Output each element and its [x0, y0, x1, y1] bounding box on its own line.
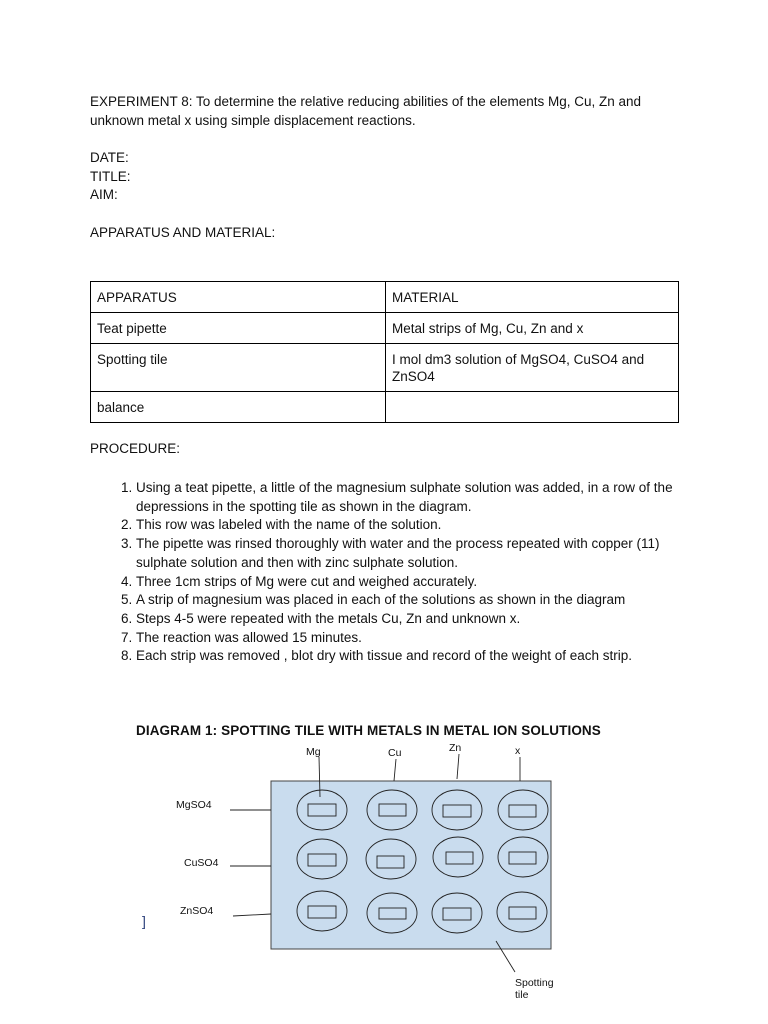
metal-label-x: x: [515, 745, 521, 757]
experiment-intro: EXPERIMENT 8: To determine the relative reducing abilities of the elements Mg, Cu, Zn and unknown metal x using simple displacement reactions.: [90, 94, 642, 128]
solution-label-mgso4: MgSO4: [176, 799, 212, 811]
pointer-line-znso4: [233, 914, 271, 916]
table-header-cell: APPARATUS: [91, 282, 386, 313]
apparatus-heading: APPARATUS AND MATERIAL:: [90, 225, 276, 240]
pointer-line-cu: [394, 759, 396, 781]
list-item: 4. Three 1cm strips of Mg were cut and weighed accurately.: [136, 573, 710, 592]
list-item: 1. Using a teat pipette, a little of the magnesium sulphate solution was added, in a row of the depressions in the spotting tile as shown in the diagram.: [136, 479, 710, 516]
diagram-title: DIAGRAM 1: SPOTTING TILE WITH METALS IN METAL ION SOLUTIONS: [136, 723, 601, 738]
metal-label-zn: Zn: [449, 742, 462, 754]
table-cell: I mol dm3 solution of MgSO4, CuSO4 and ZnSO4: [386, 344, 679, 392]
title-field: TITLE:: [90, 168, 131, 184]
solution-label-cuso4: CuSO4: [184, 857, 219, 869]
table-cell: Teat pipette: [91, 313, 386, 344]
solution-label-znso4: ZnSO4: [180, 905, 214, 917]
table-header-cell: MATERIAL: [386, 282, 679, 313]
list-item: 8. Each strip was removed , blot dry with tissue and record of the weight of each strip.: [136, 647, 710, 666]
aim-field: AIM:: [90, 187, 118, 202]
pointer-line-zn: [457, 754, 459, 779]
tile-label-continued: tile: [515, 989, 529, 1001]
date-field: DATE:: [90, 150, 129, 165]
tile-label: Spotting: [515, 977, 554, 989]
metal-label-cu: Cu: [388, 747, 402, 759]
procedure-heading: PROCEDURE:: [90, 441, 181, 456]
list-item: 6. Steps 4-5 were repeated with the metals Cu, Zn and unknown x.: [136, 610, 710, 629]
stray-mark: ]: [142, 913, 146, 929]
list-item: 2. This row was labeled with the name of the solution.: [136, 516, 710, 535]
table-cell: Spotting tile: [91, 344, 386, 392]
list-item: 7. The reaction was allowed 15 minutes.: [136, 629, 710, 648]
table-cell: Metal strips of Mg, Cu, Zn and x: [386, 313, 679, 344]
metal-label-mg: Mg: [306, 746, 321, 758]
list-item: 5. A strip of magnesium was placed in each of the solutions as shown in the diagram: [136, 591, 710, 610]
list-item: 3. The pipette was rinsed thoroughly with water and the process repeated with copper (11) sulphate solution and then with zinc sulphate solution.: [136, 535, 710, 572]
table-cell: balance: [91, 392, 386, 423]
